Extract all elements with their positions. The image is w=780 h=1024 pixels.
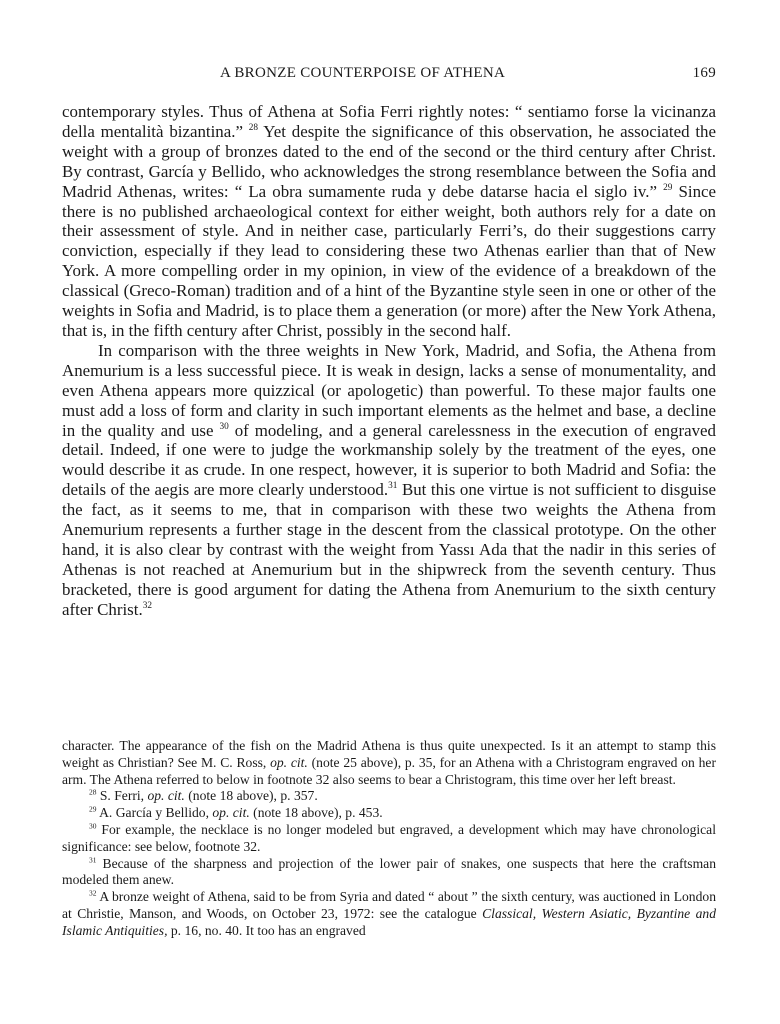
footnote-29 — [62, 805, 716, 822]
running-header — [62, 65, 716, 85]
footnote-28-opcit: op. cit. — [147, 788, 185, 804]
footnote-continued — [62, 738, 716, 788]
footnote-30 — [62, 822, 716, 856]
main-text — [62, 102, 716, 620]
footnote-ref-31: 31 — [388, 481, 398, 492]
footnote-continued-text-b: (note 25 above), p. 35, for an Athena with a Christogram engraved on her arm. The Athena referred to below in footnote 32 also seems to bear a Christogram, this time over her left breast. — [62, 754, 716, 787]
footnote-32 — [62, 889, 716, 939]
paragraph-1-text-c: Since there is no published archaeological context for either weight, both authors rely for a date on their assessment of style. And in neither case, particularly Ferri’s, do their suggestions carry conviction, especially if they lead to considering these two Athenas earlier than that of New York. A more compelling order in my opinion, in view of the evidence of a breakdown of the classical (Greco-Roman) tradition and of a hint of the Byzantine style seen in one or other of the weights in Sofia and Madrid, is to place them a generation (or more) after the New York Athena, that is, in the fifth century after Christ, possibly in the second half. — [62, 181, 717, 340]
paragraph-2-text-a: In comparison with the three weights in New York, Madrid, and Sofia, the Athena from Anemurium is a less successful piece. It is weak in design, lacks a sense of monumentality, and even Athena appears more quizzical (or apologetic) than powerful. To these major faults one must add a loss of form and clarity in such important elements as the helmet and base, a decline in the quality and use — [62, 340, 716, 440]
footnote-32-text-b: p. 16, no. 40. It too has an engraved — [167, 922, 366, 938]
footnote-28-text-b: (note 18 above), p. 357. — [184, 788, 318, 804]
footnote-28-text-a: S. Ferri, — [96, 788, 148, 804]
footnote-30-text: For example, the necklace is no longer modeled but engraved, a development which may have chronological significance: see below, footnote 32. — [62, 821, 716, 854]
footnote-31 — [62, 856, 716, 890]
footnote-32-text-a: A bronze weight of Athena, said to be from Syria and dated “ about ” the sixth century, was auctioned in London at Christie, Manson, and Woods, on October 23, 1972: see the catalogue — [62, 889, 716, 921]
paragraph-2-text-c: But this one virtue is not sufficient to disguise the fact, as it seems to me, that in comparison with these two weights the Athena from Anemurium represents a further stage in the descent from the classical prototype. On the other hand, it is also clear by contrast with the weight from Yassı Ada that the nadir in this series of Athenas is not reached at Anemurium but in the shipwreck from the seventh century. Thus bracketed, there is good argument for dating the Athena from Anemurium to the sixth century after Christ. — [62, 480, 716, 619]
footnote-31-text: Because of the sharpness and projection of the lower pair of snakes, one suspects that here the craftsman modeled them anew. — [62, 855, 716, 888]
footnote-continued-opcit: op. cit. — [270, 754, 308, 770]
footnote-32-number: 32 — [89, 888, 97, 898]
footnote-32-catalogue-title: Classical, Western Asiatic, Byzantine and Islamic Antiquities, — [62, 905, 717, 938]
paragraph-1-text-a: contemporary styles. Thus of Athena at Sofia Ferri rightly notes: “ sentiamo forse la vicinanza della mentalità bizantina.” — [62, 102, 716, 141]
footnote-29-text-a: A. García y Bellido, — [96, 805, 213, 821]
footnote-31-number: 31 — [89, 854, 97, 864]
page-number: 169 — [692, 65, 716, 81]
paragraph-2-text-b: of modeling, and a general carelessness in the execution of engraved detail. Indeed, if one were to judge the workmanship solely by the treatment of the eyes, one would describe it as crude. In one respect, however, it is superior to both Madrid and Sofia: the details of the aegis are more clearly understood. — [62, 420, 716, 500]
running-title: A BRONZE COUNTERPOISE OF ATHENA — [220, 65, 506, 81]
footnote-ref-28: 28 — [248, 122, 259, 133]
footnote-29-opcit: op. cit. — [212, 805, 250, 821]
paragraph-1-text-b: Yet despite the significance of this observation, he associated the weight with a group of bronzes dated to the end of the second or the third century after Christ. By contrast, García y Bellido, who acknowledges the strong resemblance between the Sofia and Madrid Athenas, writes: “ La obra sumamente ruda y debe datarse hacia el siglo iv.” — [62, 121, 716, 201]
footnote-30-number: 30 — [89, 821, 97, 831]
footnotes — [62, 738, 716, 940]
footnote-continued-text-a: character. The appearance of the fish on the Madrid Athena is thus quite unexpected. Is it an attempt to stamp this weight as Christian? See M. C. Ross, — [62, 738, 716, 770]
footnote-29-text-b: (note 18 above), p. 453. — [249, 805, 383, 821]
footnote-ref-32: 32 — [142, 600, 152, 611]
paragraph-1 — [62, 102, 716, 341]
footnote-28 — [62, 788, 716, 805]
footnote-ref-30: 30 — [219, 421, 229, 432]
footnote-ref-29: 29 — [663, 182, 673, 193]
footnote-29-number: 29 — [89, 804, 97, 814]
footnote-28-number: 28 — [89, 787, 97, 797]
paragraph-2 — [62, 341, 716, 620]
